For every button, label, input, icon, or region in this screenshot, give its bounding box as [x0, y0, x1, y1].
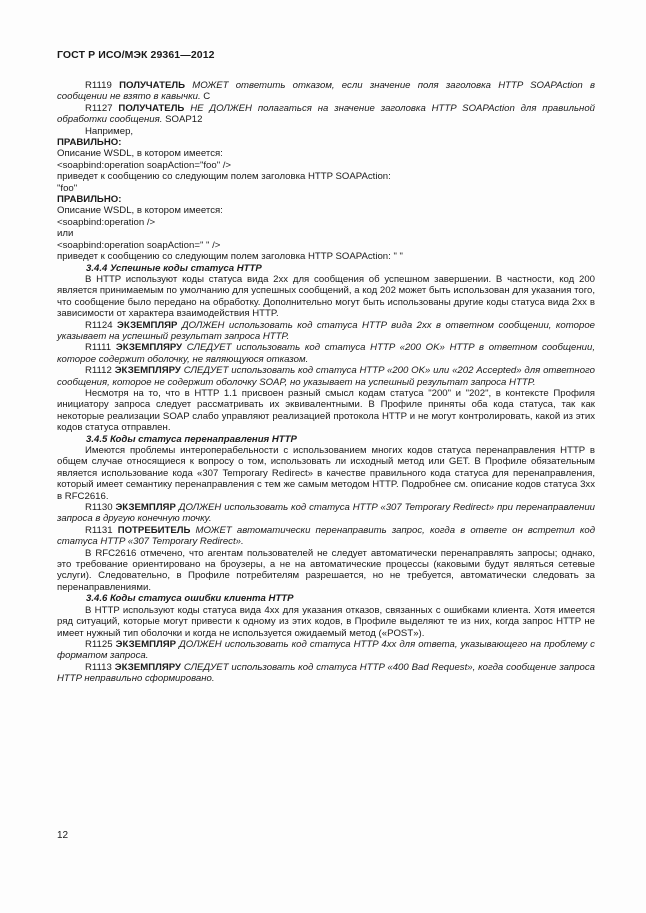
req-keyword: ЭКЗЕМПЛЯР — [115, 638, 176, 650]
req-text: СЛЕДУЕТ использовать код статуса HTTP «200 OK» HTTP в ответном сообщении, которое содержит оболочку, не являющуюся отказом. — [57, 342, 595, 365]
requirement-r1119 — [57, 80, 595, 103]
req-text: МОЖЕТ автоматически перенаправить запрос, когда в ответе он встретил код статуса HTTP «307 Temporary Redirect». — [57, 524, 595, 548]
example-value-line: "foo" — [57, 182, 78, 194]
requirement-r1125 — [57, 639, 595, 662]
requirement-r1127 — [57, 103, 595, 126]
paragraph: В HTTP используют коды статуса вида 4хх для указания отказов, связанных с ошибками клиента. Хотя имеется ряд ситуаций, которые могут привести к одному из этих кодов, в Профиле выделяют те из них, когда запрос HTTP не имеет нужный тип оболочки и когда не используется ожидаемый метод («POST»). — [57, 604, 595, 639]
req-keyword: ПОТРЕБИТЕЛЬ — [117, 524, 191, 536]
req-keyword: ЭКЗЕМПЛЯРУ — [114, 661, 181, 673]
requirement-r1111 — [57, 342, 595, 365]
example-correct-label: ПРАВИЛЬНО: — [57, 137, 122, 149]
req-text: СЛЕДУЕТ использовать код статуса HTTP «400 Bad Request», когда сообщение запроса HTTP неправильно сформировано. — [57, 661, 595, 685]
req-text: ДОЛЖЕН использовать код статуса HTTP «307 Temporary Redirect» при перенаправлении запроса в другую конечную точку. — [57, 502, 595, 525]
req-text: полагаться на значение заголовка HTTP SOAPAction для правильной обработки сообщения. — [57, 102, 596, 126]
section-heading-3-4-6: 3.4.6 Коды статуса ошибки клиента HTTP — [86, 593, 294, 605]
req-keyword: ПОЛУЧАТЕЛЬ — [119, 80, 186, 91]
page-body — [57, 80, 595, 685]
example-or-line: или — [57, 228, 74, 240]
req-id: R1113 — [85, 661, 112, 673]
req-text: ДОЛЖЕН использовать код статуса HTTP вида 2хх в ответном сообщении, которое указывает на успешный результат запроса HTTP. — [57, 319, 595, 342]
req-id: R1127 — [85, 102, 113, 114]
req-text: СЛЕДУЕТ использовать код статуса HTTP «200 OK» или «202 Accepted» для ответного сообщения, которое не содержит оболочку SOAP, но указывает на успешный результат запроса HTTP. — [57, 365, 595, 388]
req-text: ДОЛЖЕН использовать код статуса HTTP 4хх для ответа, указывающего на проблему с форматом запроса. — [57, 638, 595, 662]
req-id: R1130 — [85, 502, 113, 514]
document-header: ГОСТ Р ИСО/МЭК 29361—2012 — [57, 49, 215, 61]
requirement-r1130 — [57, 502, 595, 525]
paragraph: Имеются проблемы интероперабельности с использованием многих кодов статуса перенаправления HTTP в общем случае относящиеся к вопросу о том, использовать ли исходный метод или GET. В Профиле обязательным является использование кода «307 Temporary Redirect» в качестве правильного кода статуса для перенаправления, который имеет семантику перенаправления с тем же самым методом HTTP. Подробнее см. описание кодов статуса 3хх в RFC2616. — [57, 445, 595, 502]
example-correct-label: ПРАВИЛЬНО: — [57, 194, 122, 206]
req-keyword: ЭКЗЕМПЛЯРУ — [114, 365, 181, 377]
req-modal: НЕ ДОЛЖЕН — [190, 102, 252, 114]
req-id: R1124 — [85, 319, 113, 331]
req-id: R1119 — [85, 80, 112, 91]
section-heading-3-4-4: 3.4.4 Успешные коды статуса HTTP — [86, 262, 262, 274]
example-wsdl-line: Описание WSDL, в котором имеется: — [57, 148, 223, 160]
requirement-r1113 — [57, 662, 595, 685]
example-code-line: <soapbind:operation /> — [57, 216, 156, 228]
req-id: R1111 — [85, 342, 112, 354]
example-code-line: <soapbind:operation soapAction=" " /> — [57, 239, 221, 251]
paragraph: В RFC2616 отмечено, что агентам пользователей не следует автоматически перенаправлять запросы; однако, это требование ориентировано на броузеры, а не на автоматические процессы (каковыми будут являться сетевые услуги). Следовательно, в Профиле потребителям разрешается, но не требуется, автоматически следовать за перенаправлениями. — [57, 547, 595, 593]
req-tag: SOAP12 — [162, 114, 203, 126]
req-tag: C — [200, 91, 211, 103]
req-keyword: ЭКЗЕМПЛЯРУ — [115, 342, 183, 354]
example-wsdl-line: Описание WSDL, в котором имеется: — [57, 205, 223, 217]
example-intro: Например, — [85, 125, 134, 137]
req-modal: МОЖЕТ — [192, 80, 229, 91]
example-code-line: <soapbind:operation soapAction="foo" /> — [57, 159, 232, 171]
requirement-r1112 — [57, 365, 595, 388]
req-keyword: ЭКЗЕМПЛЯР — [115, 502, 176, 514]
requirement-r1131 — [57, 525, 595, 548]
page-number: 12 — [57, 830, 69, 841]
req-id: R1125 — [85, 638, 113, 650]
req-keyword: ПОЛУЧАТЕЛЬ — [118, 102, 185, 114]
example-result-line: приведет к сообщению со следующим полем заголовка HTTP SOAPAction: — [57, 171, 391, 183]
req-keyword: ЭКЗЕМПЛЯР — [117, 319, 178, 331]
requirement-r1124 — [57, 320, 595, 343]
example-result-line: приведет к сообщению со следующим полем заголовка HTTP SOAPAction: " " — [57, 251, 403, 263]
req-id: R1131 — [85, 524, 113, 536]
paragraph: В HTTP используют коды статуса вида 2хх для сообщения об успешном завершении. В частности, код 200 является принимаемым по умолчанию для успешных сообщений, а код 202 может быть использован для указания того, что сообщение было передано на обработку. Дополнительно могут быть использованы другие коды статуса вида 2хх в зависимости от характера взаимодействия HTTP. — [57, 273, 595, 320]
req-id: R1112 — [85, 365, 112, 377]
section-heading-3-4-5: 3.4.5 Коды статуса перенаправления HTTP — [86, 433, 297, 445]
req-text: ответить отказом, если значение поля заголовка HTTP SOAPAction в сообщении не взято в кавычки. — [57, 80, 595, 103]
paragraph: Несмотря на то, что в HTTP 1.1 присвоен разный смысл кодам статуса "200" и "202", в контексте Профиля инициатору запроса следует рассматривать их эквивалентными. В Профиле приняты оба кода статуса, так как некоторые реализации SOAP слабо управляют реализацией протокола HTTP и не могут контролировать, какой из этих кодов статуса отправлен. — [57, 387, 595, 434]
